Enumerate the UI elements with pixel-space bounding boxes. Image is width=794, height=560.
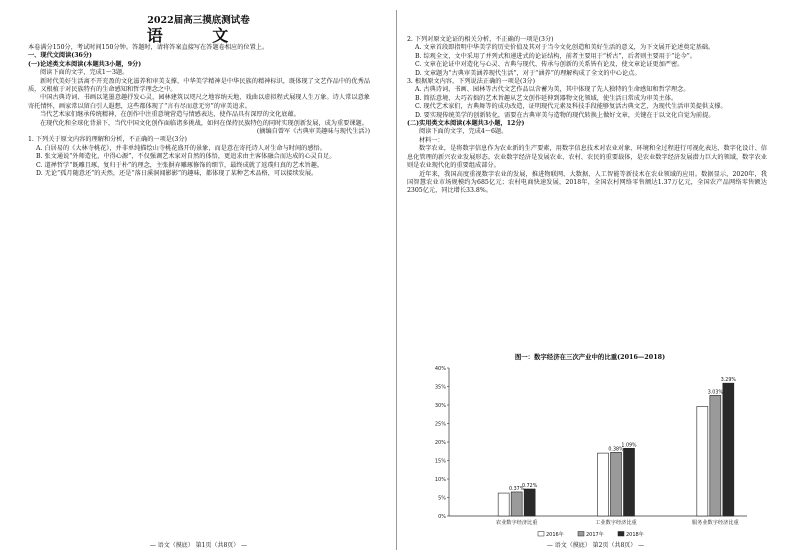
option-a: A. 白居易的《大林寺桃花》，并非单纯描绘山寺桃花盛开的景象，而是意在寄托诗人对生命与时间的感悟。 <box>36 144 326 152</box>
chart-canvas <box>425 362 755 542</box>
y-tick-label: 0% <box>438 513 446 520</box>
material-label: 材料一： <box>419 136 444 144</box>
passage-paragraph: 数字农业，是将数字信息作为农业新的生产要素，用数字信息技术对农业对象、环境和全过程进行可视化表达、数字化设计、信息化管理的新兴农业发展形态。农业数字经济是发展农业、农村、农民的重要载体，是农业数字经济发展潜力巨大的领域，数字农业则是农业现代化的重要组成部分。 <box>407 145 767 170</box>
legend-swatch <box>538 532 544 537</box>
x-tick-label: 服务业数字经济比重 <box>691 520 739 526</box>
data-label: 3.29% <box>720 378 736 384</box>
bar <box>624 448 635 516</box>
reading-instruction: 阅读下面的文字，完成1～3题。 <box>40 69 129 77</box>
legend-label: 2017年 <box>586 532 604 538</box>
option-a: A. 古典诗词、书画、园林等古代文艺作品以含蓄为美，其中体现了先人独特的生命感知和哲学理念。 <box>415 86 690 94</box>
bar <box>697 406 708 516</box>
x-tick-label: 农业数字经济比重 <box>495 520 538 526</box>
question-1: 1. 下列关于原文内容的理解和分析，不正确的一项是(3分) <box>28 136 187 144</box>
x-tick-label: 工业数字经济比重 <box>595 520 637 526</box>
legend-label: 2016年 <box>546 532 564 538</box>
y-tick-label: 35% <box>434 384 446 391</box>
subsection-heading: (一)论述类文本阅读(本题共3小题，9分) <box>28 60 142 68</box>
right-page <box>397 0 794 560</box>
y-tick-label: 10% <box>434 476 446 483</box>
subject-title: 语 文 <box>146 26 251 45</box>
option-b: B. 简括意境、大巧若拙的艺术旨趣从艺文创作延伸到器物文化领域，使生活日常成为审美主体。 <box>415 94 678 102</box>
option-b: B. 综观全文，文中采用了并列式和递进式的论证结构，前者主要用于“析古”，后者则主要用于“论今”。 <box>415 52 697 60</box>
passage-paragraph: 在现代化和全球化背景下，当代中国文化创作面临诸多挑战，如何在保持民族特色的同时实现创新发展，成为重要课题。 <box>40 119 368 127</box>
data-label: 0.37% <box>509 486 525 492</box>
question-3: 3. 根据原文内容，下列说法正确的一项是(3分) <box>407 78 536 86</box>
bar-chart <box>425 352 755 542</box>
page-footer: — 语文（摸底） 第2页（共8页） — <box>546 542 645 549</box>
right-content <box>407 36 767 196</box>
bar <box>524 489 535 516</box>
legend-swatch <box>578 532 584 537</box>
passage-paragraph: 新时代美好生活离不开充盈的文化滋养和审美支撑，中华美学精神是中华民族的精神标识，既体现了文艺作品中的优秀品质，又根植于对民族特有的生命感知和哲学理念之中。 <box>28 77 370 94</box>
bar <box>723 383 734 516</box>
option-d: D. 要实现传统美学的创新转化，需要在古典审美与造物的现代转换上做好文章，关键在于以文化自觉为前提。 <box>415 111 715 119</box>
data-label: 3.03% <box>707 390 723 396</box>
y-tick-label: 5% <box>438 495 446 502</box>
bar <box>598 453 609 516</box>
option-c: C. 道禅哲学“既雕且琢，复归于朴”的理念，主张摒弃雕琢修饰的细节，最终成就了返璞归真的艺术旨趣。 <box>36 161 324 169</box>
left-content <box>28 44 370 179</box>
option-b: B. 张文通说“外师造化，中得心源”，不仅强调艺术家对自然的体悟，更追求由主客体融合而达成的心灵自足。 <box>36 153 336 161</box>
page-footer: — 语文（摸底） 第1页（共8页） — <box>149 542 248 549</box>
y-tick-label: 20% <box>434 439 446 446</box>
chart-title: 图一：数字经济在三次产业中的比重(2016—2018) <box>514 353 666 361</box>
y-tick-label: 30% <box>434 402 446 409</box>
legend-swatch <box>618 532 624 537</box>
data-label: 0.38% <box>608 447 624 453</box>
data-label: 1.09% <box>621 443 637 449</box>
bar <box>511 492 522 516</box>
option-c: C. 现代艺术家们，古典舞等的成功改造，证明现代元素及科技手段能够复活古典文艺，为现代生活审美提供支撑。 <box>415 103 727 111</box>
bar <box>710 395 721 516</box>
bar <box>498 493 509 516</box>
passage-paragraph: 近年来，我国高度重视数字农业的发展，推进物联网、大数据、人工智能等新技术在农业领域的应用。数据显示，2020年，我国智慧农业市场规模约为685亿元；农村电商快速发展，2018年，全国农村网络零售额达1.37万亿元，全国农产品网络零售额达2305亿元，同比增长33.8%。 <box>407 170 767 195</box>
data-label: 0.72% <box>522 483 538 489</box>
legend-label: 2018年 <box>626 532 644 538</box>
passage-paragraph: 中国古典诗词、书画以笔墨意趣抒发心灵，园林建筑以咫尺之地容纳天地，戏曲以虚拟程式展现人生万象。诗人常以意象寄托情怀，画家常以留白引人遐想，这些都体现了“言有尽而意无穷”的审美追求。 <box>28 94 370 110</box>
option-d: D. 文章题为“古典审美涵养现代生活”，对于“涵养”的理解构成了全文的中心论点。 <box>415 69 641 77</box>
passage-paragraph: 当代艺术家们继承传统精神，在创作中注重意境营造与情感表达，使作品具有深厚的文化底蕴。 <box>40 111 300 119</box>
reading-instruction: 阅读下面的文字，完成4～6题。 <box>419 128 508 136</box>
bar <box>611 452 622 516</box>
subsection-heading: (二)实用类文本阅读(本题共3小题，12分) <box>407 120 525 128</box>
option-a: A. 文章首段即指明中华美学的历史价值及其对于当今文化创造和美好生活的意义，为下文展开论述奠定基础。 <box>415 44 715 52</box>
option-c: C. 文章在论证中对造化与心灵、古典与现代、传承与创新的关系皆有论及，使文章论证更加严密。 <box>415 61 684 69</box>
option-d: D. 无论“孤月随意还”的天然，还是“落日溪洞闻影影”的趣味，都体现了某种艺术品格，可以接续发展。 <box>36 170 318 178</box>
section-heading: 一、现代文阅读(36分) <box>28 52 92 60</box>
exam-title: 2022届高三摸底测试卷 <box>147 15 250 26</box>
y-tick-label: 25% <box>434 421 446 428</box>
y-tick-label: 15% <box>434 458 446 465</box>
exam-notice: 本卷满分150分，考试时间150分钟。答题时，请将答案直接写在答题卷相应的位置上。 <box>28 44 269 51</box>
passage-source: (摘编自曾军《古典审美趣味与现代生活》) <box>256 128 370 136</box>
y-tick-label: 40% <box>434 365 446 372</box>
question-2: 2. 下列对原文论证的相关分析，不正确的一项是(3分) <box>407 36 554 43</box>
